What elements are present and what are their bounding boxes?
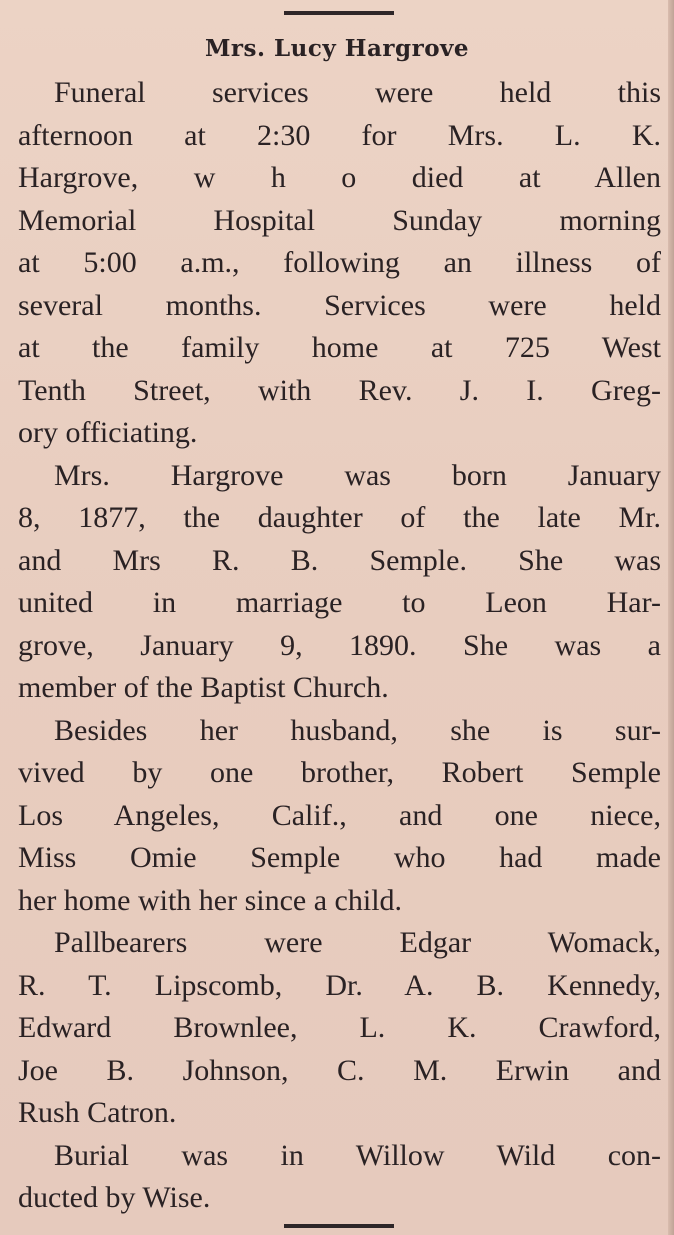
text-line: Mrs. Hargrove was born January [54, 458, 661, 492]
text-line: Funeral services were held this [54, 76, 661, 109]
text-line: Pallbearers were Edgar Womack, [54, 926, 661, 959]
text-line: Edward Brownlee, L. K. Crawford, [18, 1011, 661, 1044]
paragraph-pallbearers [18, 922, 661, 1135]
text-line: afternoon at 2:30 for Mrs. L. K. [18, 118, 661, 152]
text-line: member of the Baptist Church. [18, 671, 389, 704]
text-line: Hargrove, w h o died at Allen [18, 161, 661, 194]
text-line: Memorial Hospital Sunday morning [18, 203, 661, 237]
paper-edge [668, 0, 674, 1235]
bottom-divider-rule [284, 1224, 394, 1228]
text-line: Tenth Street, with Rev. J. I. Greg- [18, 373, 661, 407]
text-line: Besides her husband, she is sur- [54, 713, 661, 747]
text-line: Burial was in Willow Wild con- [54, 1138, 661, 1172]
text-line: Joe B. Johnson, C. M. Erwin and [18, 1053, 661, 1087]
text-line: at the family home at 725 West [18, 331, 661, 364]
text-line: several months. Services were held [18, 288, 661, 322]
text-line: vived by one brother, Robert Semple [18, 756, 661, 789]
paragraph-funeral-services [18, 72, 661, 455]
text-line: ducted by Wise. [18, 1181, 211, 1214]
text-line: grove, January 9, 1890. She was a [18, 628, 661, 662]
paragraph-biography [18, 455, 661, 710]
top-divider-rule [284, 11, 394, 15]
paragraph-survivors [18, 710, 661, 923]
text-line: Rush Catron. [18, 1096, 177, 1129]
text-line: ory officiating. [18, 416, 198, 449]
text-line: at 5:00 a.m., following an illness of [18, 246, 661, 279]
text-line: Miss Omie Semple who had made [18, 841, 661, 874]
paragraph-burial [18, 1135, 661, 1220]
obituary-headline: Mrs. Lucy Hargrove [204, 35, 470, 62]
text-line: united in marriage to Leon Har- [18, 586, 661, 619]
obituary-body [18, 72, 661, 1220]
text-line: her home with her since a child. [18, 883, 403, 917]
text-line: and Mrs R. B. Semple. She was [18, 543, 661, 577]
text-line: 8, 1877, the daughter of the late Mr. [18, 501, 661, 534]
text-line: R. T. Lipscomb, Dr. A. B. Kennedy, [18, 968, 661, 1002]
text-line: Los Angeles, Calif., and one niece, [18, 798, 661, 832]
